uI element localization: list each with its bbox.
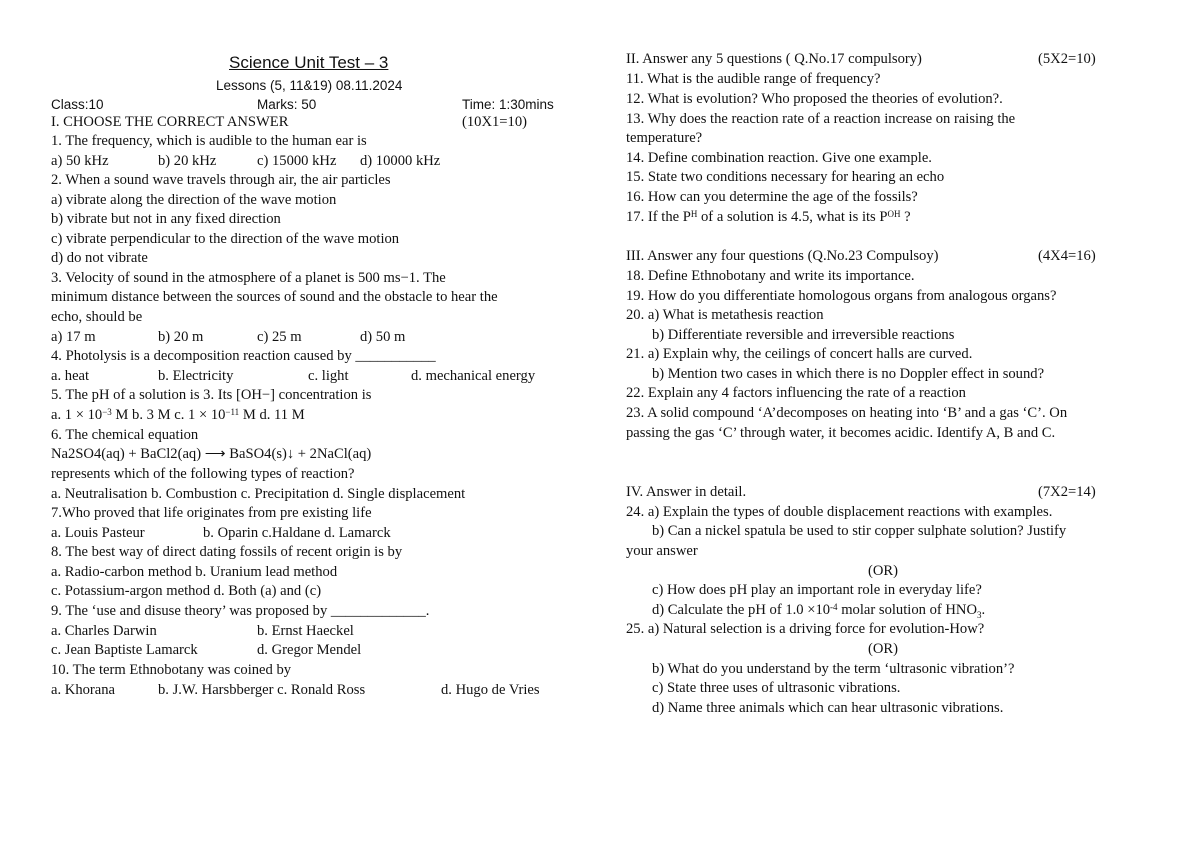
class-label: Class:10: [51, 97, 104, 112]
question-15: 15. State two conditions necessary for hearing an echo: [626, 169, 945, 185]
q10-options-bc: b. J.W. Harsbberger c. Ronald Ross: [158, 682, 366, 698]
q2-option-d: d) do not vibrate: [51, 250, 148, 266]
question-5: 5. The pH of a solution is 3. Its [OH−] concentration is: [51, 387, 372, 403]
question-4: 4. Photolysis is a decomposition reaction caused by ___________: [51, 348, 436, 364]
lessons-line: Lessons (5, 11&19) 08.11.2024: [216, 78, 403, 93]
q10-option-a: a. Khorana: [51, 682, 116, 698]
q17-part-a: 17. If the P: [626, 209, 691, 225]
section1-marks: (10X1=10): [462, 114, 527, 130]
question-25a: 25. a) Natural selection is a driving force for evolution-How?: [626, 621, 985, 637]
question-3-line3: echo, should be: [51, 309, 143, 325]
question-19: 19. How do you differentiate homologous organs from analogous organs?: [626, 288, 1057, 304]
q5-options-part-a: a. 1 × 10: [51, 407, 103, 423]
question-21b: b) Mention two cases in which there is no Doppler effect in sound?: [652, 366, 1045, 382]
question-23-line2: passing the gas ‘C’ through water, it becomes acidic. Identify A, B and C.: [626, 425, 1056, 441]
question-10: 10. The term Ethnobotany was coined by: [51, 662, 292, 678]
q3-option-c: c) 25 m: [257, 329, 302, 345]
q9-option-b: b. Ernst Haeckel: [257, 623, 354, 639]
q24d-part-a: d) Calculate the pH of 1.0 ×10: [652, 602, 831, 618]
q1-option-b: b) 20 kHz: [158, 153, 217, 169]
page-title: Science Unit Test – 3: [229, 53, 389, 72]
q7-options-bcd: b. Oparin c.Haldane d. Lamarck: [203, 525, 391, 541]
q2-option-b: b) vibrate but not in any fixed direction: [51, 211, 281, 227]
q3-option-b: b) 20 m: [158, 329, 204, 345]
q17-part-b: of a solution is 4.5, what is its P: [697, 209, 888, 225]
question-18: 18. Define Ethnobotany and write its importance.: [626, 268, 915, 284]
q1-option-a: a) 50 kHz: [51, 153, 109, 169]
q9-option-a: a. Charles Darwin: [51, 623, 157, 639]
q2-option-a: a) vibrate along the direction of the wave motion: [51, 192, 337, 208]
question-20b: b) Differentiate reversible and irreversible reactions: [652, 327, 955, 343]
question-25c: c) State three uses of ultrasonic vibrations.: [652, 680, 901, 696]
time-label: Time: 1:30mins: [462, 97, 554, 112]
section4-heading: IV. Answer in detail.: [626, 484, 747, 500]
q5-options-part-c: M d. 11 M: [239, 407, 305, 423]
q8-options-ab: a. Radio-carbon method b. Uranium lead method: [51, 564, 338, 580]
q1-option-d: d) 10000 kHz: [360, 153, 441, 169]
q24d-subscript: 3: [977, 609, 982, 620]
question-2: 2. When a sound wave travels through air, the air particles: [51, 172, 391, 188]
question-11: 11. What is the audible range of frequency?: [626, 71, 881, 87]
q9-option-c: c. Jean Baptiste Lamarck: [51, 642, 198, 658]
q17-sup-oh: OH: [887, 209, 901, 219]
q6-equation: Na2SO4(aq) + BaCl2(aq) ⟶ BaSO4(s)↓ + 2NaCl(aq): [51, 446, 372, 462]
question-9: 9. The ‘use and disuse theory’ was proposed by _____________.: [51, 603, 430, 619]
q24d-part-b: molar solution of HNO: [837, 602, 977, 618]
section3-marks: (4X4=16): [1038, 248, 1096, 264]
q17-sup-h: H: [690, 209, 698, 219]
question-8: 8. The best way of direct dating fossils of recent origin is by: [51, 544, 403, 560]
q3-option-d: d) 50 m: [360, 329, 406, 345]
q17-part-c: ?: [900, 209, 911, 225]
q5-options-part-b: M b. 3 M c. 1 × 10: [111, 407, 226, 423]
question-12: 12. What is evolution? Who proposed the theories of evolution?.: [626, 91, 1003, 107]
or-separator-2: (OR): [868, 641, 898, 657]
question-24b-line2: your answer: [626, 543, 698, 559]
question-16: 16. How can you determine the age of the fossils?: [626, 189, 918, 205]
q10-option-d: d. Hugo de Vries: [441, 682, 540, 698]
q4-option-d: d. mechanical energy: [411, 368, 536, 384]
question-6: 6. The chemical equation: [51, 427, 199, 443]
q2-option-c: c) vibrate perpendicular to the direction of the wave motion: [51, 231, 400, 247]
or-separator-1: (OR): [868, 563, 898, 579]
question-1: 1. The frequency, which is audible to the human ear is: [51, 133, 367, 149]
question-3-line1: 3. Velocity of sound in the atmosphere of a planet is 500 ms−1. The: [51, 270, 446, 286]
question-23-line1: 23. A solid compound ‘A’decomposes on heating into ‘B’ and a gas ‘C’. On: [626, 405, 1068, 421]
question-17: [626, 208, 911, 227]
q9-option-d: d. Gregor Mendel: [257, 642, 362, 658]
marks-label: Marks: 50: [257, 97, 317, 112]
q5-options: [51, 406, 305, 425]
question-13-line2: temperature?: [626, 130, 703, 146]
q4-option-c: c. light: [308, 368, 349, 384]
question-21a: 21. a) Explain why, the ceilings of concert halls are curved.: [626, 346, 973, 362]
q8-options-cd: c. Potassium-argon method d. Both (a) and (c): [51, 583, 322, 599]
question-7: 7.Who proved that life originates from pre existing life: [51, 505, 372, 521]
q7-option-a: a. Louis Pasteur: [51, 525, 145, 541]
question-24c: c) How does pH play an important role in everyday life?: [652, 582, 982, 598]
section2-marks: (5X2=10): [1038, 51, 1096, 67]
q5-exponent-2: −11: [225, 407, 240, 417]
section3-heading: III. Answer any four questions (Q.No.23 Compulsoy): [626, 248, 939, 264]
question-20a: 20. a) What is metathesis reaction: [626, 307, 824, 323]
question-24a: 24. a) Explain the types of double displacement reactions with examples.: [626, 504, 1053, 520]
q3-option-a: a) 17 m: [51, 329, 96, 345]
section4-marks: (7X2=14): [1038, 484, 1096, 500]
q4-option-a: a. heat: [51, 368, 90, 384]
question-22: 22. Explain any 4 factors influencing the rate of a reaction: [626, 385, 966, 401]
question-13-line1: 13. Why does the reaction rate of a reaction increase on raising the: [626, 111, 1016, 127]
section2-heading: II. Answer any 5 questions ( Q.No.17 compulsory): [626, 51, 922, 67]
q24d-exponent: -4: [830, 602, 838, 612]
q1-option-c: c) 15000 kHz: [257, 153, 337, 169]
section1-heading: I. CHOOSE THE CORRECT ANSWER: [51, 114, 289, 130]
q6-options: a. Neutralisation b. Combustion c. Precipitation d. Single displacement: [51, 486, 466, 502]
question-25b: b) What do you understand by the term ‘ultrasonic vibration’?: [652, 661, 1015, 677]
q24d-part-c: .: [981, 602, 986, 618]
question-6-line2: represents which of the following types of reaction?: [51, 466, 355, 482]
question-25d: d) Name three animals which can hear ultrasonic vibrations.: [652, 700, 1004, 716]
question-24b-line1: b) Can a nickel spatula be used to stir copper sulphate solution? Justify: [652, 523, 1067, 539]
q4-option-b: b. Electricity: [158, 368, 234, 384]
question-3-line2: minimum distance between the sources of sound and the obstacle to hear the: [51, 289, 498, 305]
question-14: 14. Define combination reaction. Give one example.: [626, 150, 932, 166]
q5-exponent-1: −3: [102, 407, 112, 417]
